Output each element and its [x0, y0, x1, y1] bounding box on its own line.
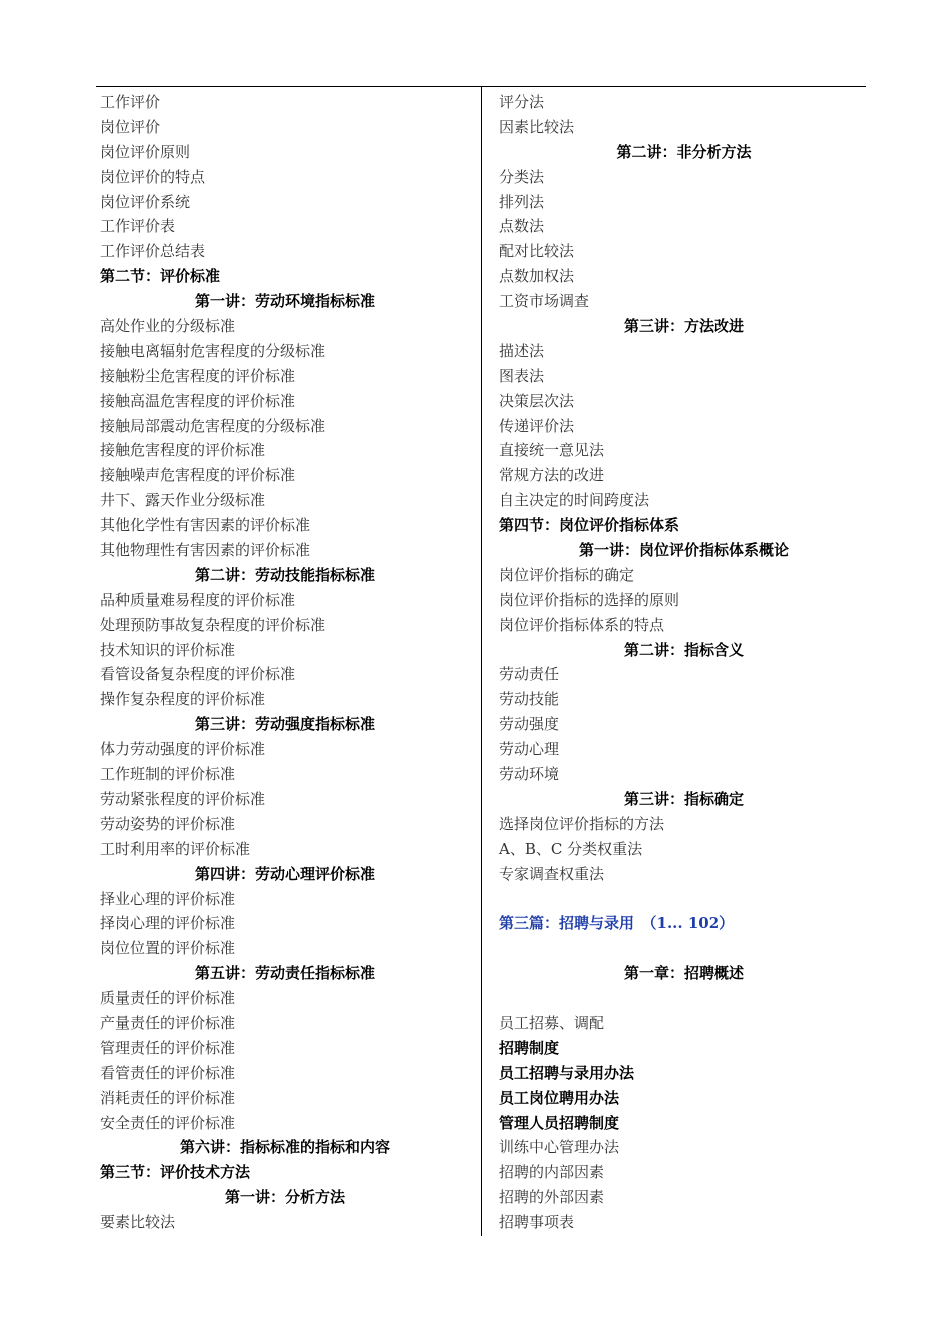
lecture-heading: 第一讲：劳动环境指标标准 — [194, 292, 375, 311]
toc-item: 招聘的内部因素 — [499, 1163, 605, 1182]
section-heading: 第四节：岗位评价指标体系 — [499, 516, 680, 535]
toc-item: 劳动强度 — [499, 715, 560, 734]
toc-item: 接触局部震动危害程度的分级标准 — [100, 416, 326, 435]
toc-item: 处理预防事故复杂程度的评价标准 — [100, 615, 326, 634]
column-divider — [481, 87, 482, 1236]
lecture-heading: 第一讲：岗位评价指标体系概论 — [578, 541, 789, 560]
lecture-heading: 第二讲：非分析方法 — [616, 142, 752, 161]
toc-item: 评分法 — [499, 93, 545, 111]
section-heading: 第二节：评价标准 — [100, 267, 221, 286]
toc-item: 岗位评价指标的确定 — [499, 565, 635, 584]
toc-item: 配对比较法 — [499, 242, 575, 261]
toc-item: 品种质量难易程度的评价标准 — [100, 590, 296, 609]
toc-item: 训练中心管理办法 — [499, 1138, 620, 1157]
toc-item: 工作班制的评价标准 — [100, 765, 236, 784]
part-heading: 第三篇：招聘与录用 （1... 102） — [499, 914, 735, 933]
lecture-heading: 第三讲：劳动强度指标标准 — [194, 715, 375, 734]
bold-entry: 管理人员招聘制度 — [499, 1113, 620, 1132]
toc-item: 决策层次法 — [499, 391, 575, 410]
toc-item: 管理责任的评价标准 — [100, 1038, 236, 1057]
toc-item: 排列法 — [499, 192, 545, 211]
lecture-heading: 第六讲：指标标准的指标和内容 — [179, 1138, 390, 1157]
lecture-heading: 第三讲：方法改进 — [623, 317, 744, 336]
toc-item: 接触高温危害程度的评价标准 — [100, 391, 296, 410]
lecture-heading: 第三讲：指标确定 — [623, 789, 744, 808]
toc-item: 常规方法的改进 — [499, 466, 605, 485]
toc-item: 要素比较法 — [100, 1213, 176, 1232]
toc-item: 接触危害程度的评价标准 — [100, 441, 266, 460]
toc-item: 招聘事项表 — [499, 1213, 575, 1232]
toc-item: 工作评价 — [100, 93, 161, 111]
toc-item: 质量责任的评价标准 — [100, 989, 236, 1008]
toc-item: 岗位评价系统 — [100, 192, 191, 211]
bold-entry: 招聘制度 — [499, 1038, 560, 1057]
chapter-heading: 第一章：招聘概述 — [623, 964, 744, 983]
toc-item: 直接统一意见法 — [499, 441, 605, 460]
toc-item: 产量责任的评价标准 — [100, 1013, 236, 1032]
bold-entry: 员工招聘与录用办法 — [499, 1063, 635, 1082]
toc-item: 接触电离辐射危害程度的分级标准 — [100, 341, 326, 360]
section-heading: 第三节：评价技术方法 — [100, 1163, 251, 1182]
toc-item: 岗位评价 — [100, 117, 161, 136]
toc-item: 消耗责任的评价标准 — [100, 1088, 236, 1107]
toc-item: 择岗心理的评价标准 — [100, 914, 236, 933]
toc-left-column — [100, 90, 470, 1235]
bold-entry: 员工岗位聘用办法 — [499, 1088, 620, 1107]
toc-item: 择业心理的评价标准 — [100, 889, 236, 908]
toc-item: 其他化学性有害因素的评价标准 — [100, 516, 311, 535]
toc-item: 工作评价表 — [100, 217, 176, 236]
toc-item: 专家调查权重法 — [499, 864, 605, 883]
toc-item: 工作评价总结表 — [100, 242, 206, 261]
toc-item: 传递评价法 — [499, 416, 575, 435]
toc-item: 点数加权法 — [499, 267, 575, 286]
toc-item: 看管责任的评价标准 — [100, 1063, 236, 1082]
toc-item: 看管设备复杂程度的评价标准 — [100, 665, 296, 684]
lecture-heading: 第二讲：指标含义 — [623, 640, 744, 659]
toc-item: 招聘的外部因素 — [499, 1188, 605, 1207]
lecture-heading: 第二讲：劳动技能指标标准 — [194, 565, 375, 584]
toc-item: 分类法 — [499, 167, 545, 186]
blank-line — [499, 936, 869, 961]
toc-item: 工资市场调查 — [499, 292, 590, 311]
toc-item: 自主决定的时间跨度法 — [499, 491, 650, 510]
toc-item: 接触噪声危害程度的评价标准 — [100, 466, 296, 485]
blank-line — [499, 986, 869, 1011]
toc-item: 劳动心理 — [499, 740, 560, 759]
toc-item: 岗位评价指标体系的特点 — [499, 615, 665, 634]
toc-item: 劳动环境 — [499, 765, 560, 784]
toc-item: 体力劳动强度的评价标准 — [100, 740, 266, 759]
toc-item: 高处作业的分级标准 — [100, 317, 236, 336]
lecture-heading: 第一讲：分析方法 — [224, 1188, 345, 1207]
toc-item: 岗位评价原则 — [100, 142, 191, 161]
toc-item: 描述法 — [499, 341, 545, 360]
toc-item: 岗位位置的评价标准 — [100, 939, 236, 958]
toc-item: 劳动紧张程度的评价标准 — [100, 789, 266, 808]
blank-line — [499, 887, 869, 912]
toc-item: 接触粉尘危害程度的评价标准 — [100, 366, 296, 385]
toc-item: 岗位评价的特点 — [100, 167, 206, 186]
toc-right-column — [499, 90, 869, 1235]
toc-item: 安全责任的评价标准 — [100, 1113, 236, 1132]
lecture-heading: 第四讲：劳动心理评价标准 — [194, 864, 375, 883]
lecture-heading: 第五讲：劳动责任指标标准 — [194, 964, 375, 983]
toc-item: 点数法 — [499, 217, 545, 236]
toc-item: 图表法 — [499, 366, 545, 385]
toc-item: 劳动技能 — [499, 690, 560, 709]
toc-item: 工时利用率的评价标准 — [100, 839, 251, 858]
toc-item: 因素比较法 — [499, 117, 575, 136]
toc-item: 井下、露天作业分级标准 — [100, 491, 266, 510]
toc-item: 劳动姿势的评价标准 — [100, 814, 236, 833]
toc-item: 选择岗位评价指标的方法 — [499, 814, 665, 833]
toc-item: 技术知识的评价标准 — [100, 640, 236, 659]
toc-item: 劳动责任 — [499, 665, 560, 684]
toc-item: 岗位评价指标的选择的原则 — [499, 590, 680, 609]
toc-item: 员工招募、调配 — [499, 1013, 605, 1032]
toc-item: 操作复杂程度的评价标准 — [100, 690, 266, 709]
toc-item: A、B、C 分类权重法 — [499, 839, 643, 858]
toc-item: 其他物理性有害因素的评价标准 — [100, 541, 311, 560]
